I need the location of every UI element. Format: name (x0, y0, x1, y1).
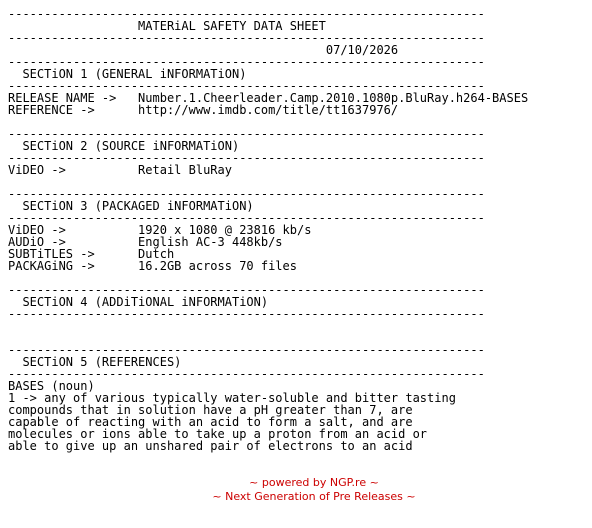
text-line: capable of reacting with an acid to form a salt, and are (8, 415, 413, 429)
separator-line: ------------------------------------------------------------------ (8, 7, 485, 21)
separator-line: ------------------------------------------------------------------ (8, 211, 485, 225)
powered-by-text: ~ powered by NGP.re ~ (249, 476, 379, 489)
text-line: AUDiO -> English AC-3 448kb/s (8, 235, 283, 249)
separator-line: ------------------------------------------------------------------ (8, 55, 485, 69)
text-line: compounds that in solution have a pH greater than 7, are (8, 403, 413, 417)
text-line: ViDEO -> 1920 x 1080 @ 23816 kb/s (8, 223, 312, 237)
separator-line: ------------------------------------------------------------------ (8, 367, 485, 381)
separator-line: ------------------------------------------------------------------ (8, 283, 485, 297)
separator-line: ------------------------------------------------------------------ (8, 151, 485, 165)
section-heading: SECTiON 2 (SOURCE iNFORMATiON) (8, 139, 240, 153)
text-line: BASES (noun) (8, 379, 95, 393)
separator-line: ------------------------------------------------------------------ (8, 187, 485, 201)
section-heading: SECTiON 4 (ADDiTiONAL iNFORMATiON) (8, 295, 269, 309)
nfo-document (8, 8, 528, 452)
text-line: PACKAGiNG -> 16.2GB across 70 files (8, 259, 297, 273)
tagline-text: ~ Next Generation of Pre Releases ~ (212, 490, 416, 503)
separator-line: ------------------------------------------------------------------ (8, 31, 485, 45)
separator-line: ------------------------------------------------------------------ (8, 343, 485, 357)
blank-line (8, 320, 528, 332)
footer (0, 476, 592, 504)
text-line: able to give up an unshared pair of electrons to an acid (8, 439, 413, 453)
text-line: RELEASE NAME -> Number.1.Cheerleader.Camp.2010.1080p.BluRay.h264-BASES (8, 91, 529, 105)
section-heading: SECTiON 3 (PACKAGED iNFORMATiON) (8, 199, 254, 213)
separator-line: ------------------------------------------------------------------ (8, 79, 485, 93)
text-line: MATERiAL SAFETY DATA SHEET (8, 19, 326, 33)
section-heading: SECTiON 1 (GENERAL iNFORMATiON) (8, 67, 247, 81)
text-line: SUBTiTLES -> Dutch (8, 247, 175, 261)
separator-line: ------------------------------------------------------------------ (8, 307, 485, 321)
text-line: ViDEO -> Retail BluRay (8, 163, 232, 177)
text-line: 07/10/2026 (8, 43, 399, 57)
text-line: molecules or ions able to take up a proton from an acid or (8, 427, 428, 441)
text-line: REFERENCE -> http://www.imdb.com/title/tt1637976/ (8, 103, 399, 117)
separator-line: ------------------------------------------------------------------ (8, 127, 485, 141)
text-line: 1 -> any of various typically water-soluble and bitter tasting (8, 391, 456, 405)
section-heading: SECTiON 5 (REFERENCES) (8, 355, 182, 369)
